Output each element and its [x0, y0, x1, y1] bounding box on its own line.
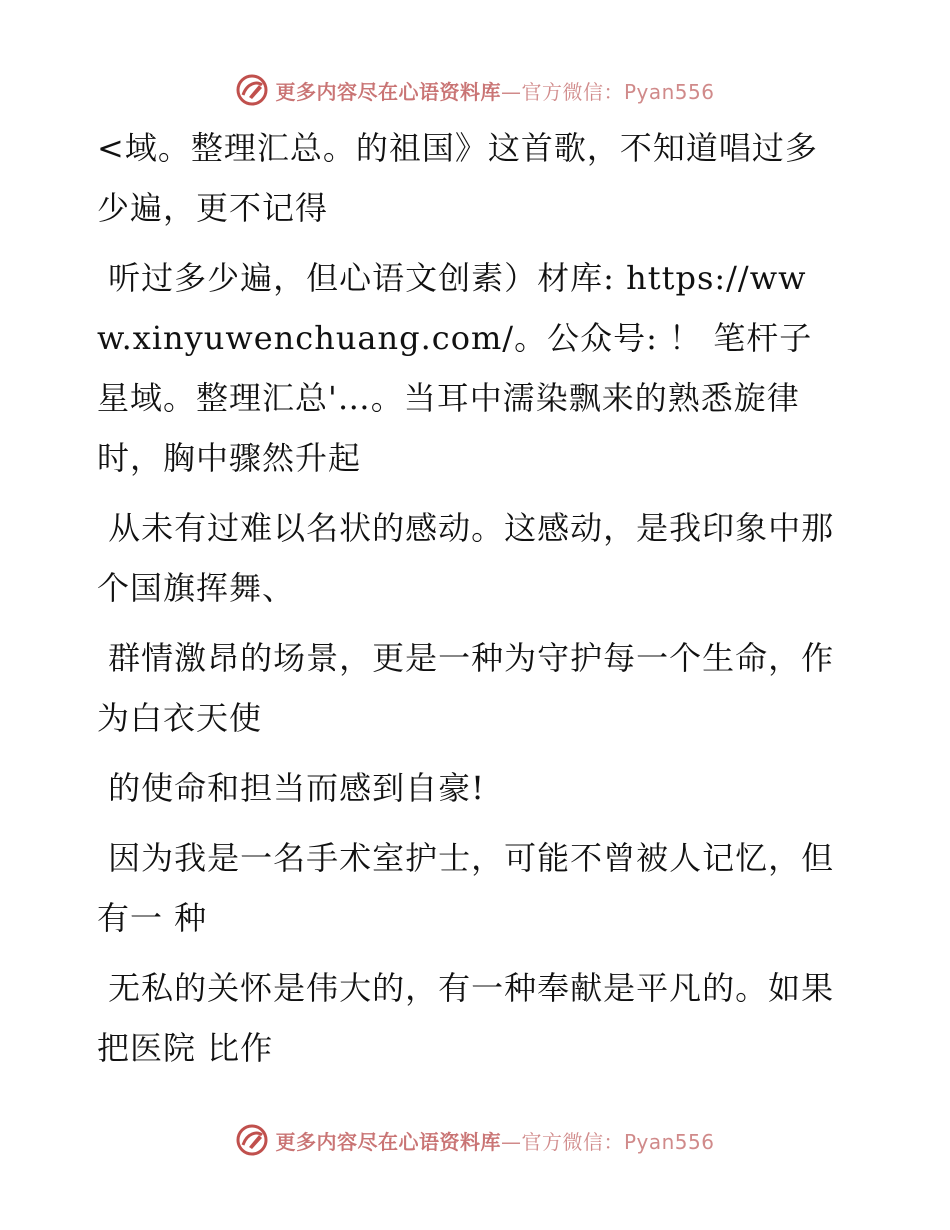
- footer-banner-sub: —官方微信：Pyan556: [500, 1129, 715, 1154]
- paragraph-3: 从未有过难以名状的感动。这感动，是我印象中那个国旗挥舞、: [97, 509, 835, 607]
- document-body: [97, 118, 837, 1088]
- swirl-pen-logo-icon: [235, 73, 269, 107]
- paragraph-6: 因为我是一名手术室护士，可能不曾被人记忆，但有一 种: [97, 839, 835, 937]
- paragraph-4: 群情激昂的场景，更是一种为守护每一个生命，作为白衣天使: [97, 639, 835, 737]
- paragraph-7: 无私的关怀是伟大的，有一种奉献是平凡的。如果把医院 比作: [97, 969, 835, 1067]
- paragraph-5: 的使命和担当而感到自豪!: [97, 769, 486, 807]
- swirl-pen-logo-icon: [235, 1123, 269, 1157]
- footer-watermark-banner: [0, 1120, 950, 1160]
- header-banner-sub: —官方微信：Pyan556: [500, 79, 715, 104]
- paragraph-1: <域。整理汇总。的祖国》这首歌，不知道唱过多少遍，更不记得: [97, 129, 818, 227]
- header-watermark-banner: [0, 70, 950, 110]
- paragraph-2: 听过多少遍，但心语文创素）材库: https://www.xinyuwenchuang.com/。公众号: ！ 笔杆子星域。整理汇总'…。当耳中濡染飘来的熟悉旋律时，胸中骤然升起: [97, 259, 813, 477]
- footer-banner-text: [275, 1126, 714, 1155]
- header-banner-main: 更多内容尽在心语资料库: [275, 79, 501, 104]
- footer-banner-main: 更多内容尽在心语资料库: [275, 1129, 501, 1154]
- header-banner-text: [275, 76, 714, 105]
